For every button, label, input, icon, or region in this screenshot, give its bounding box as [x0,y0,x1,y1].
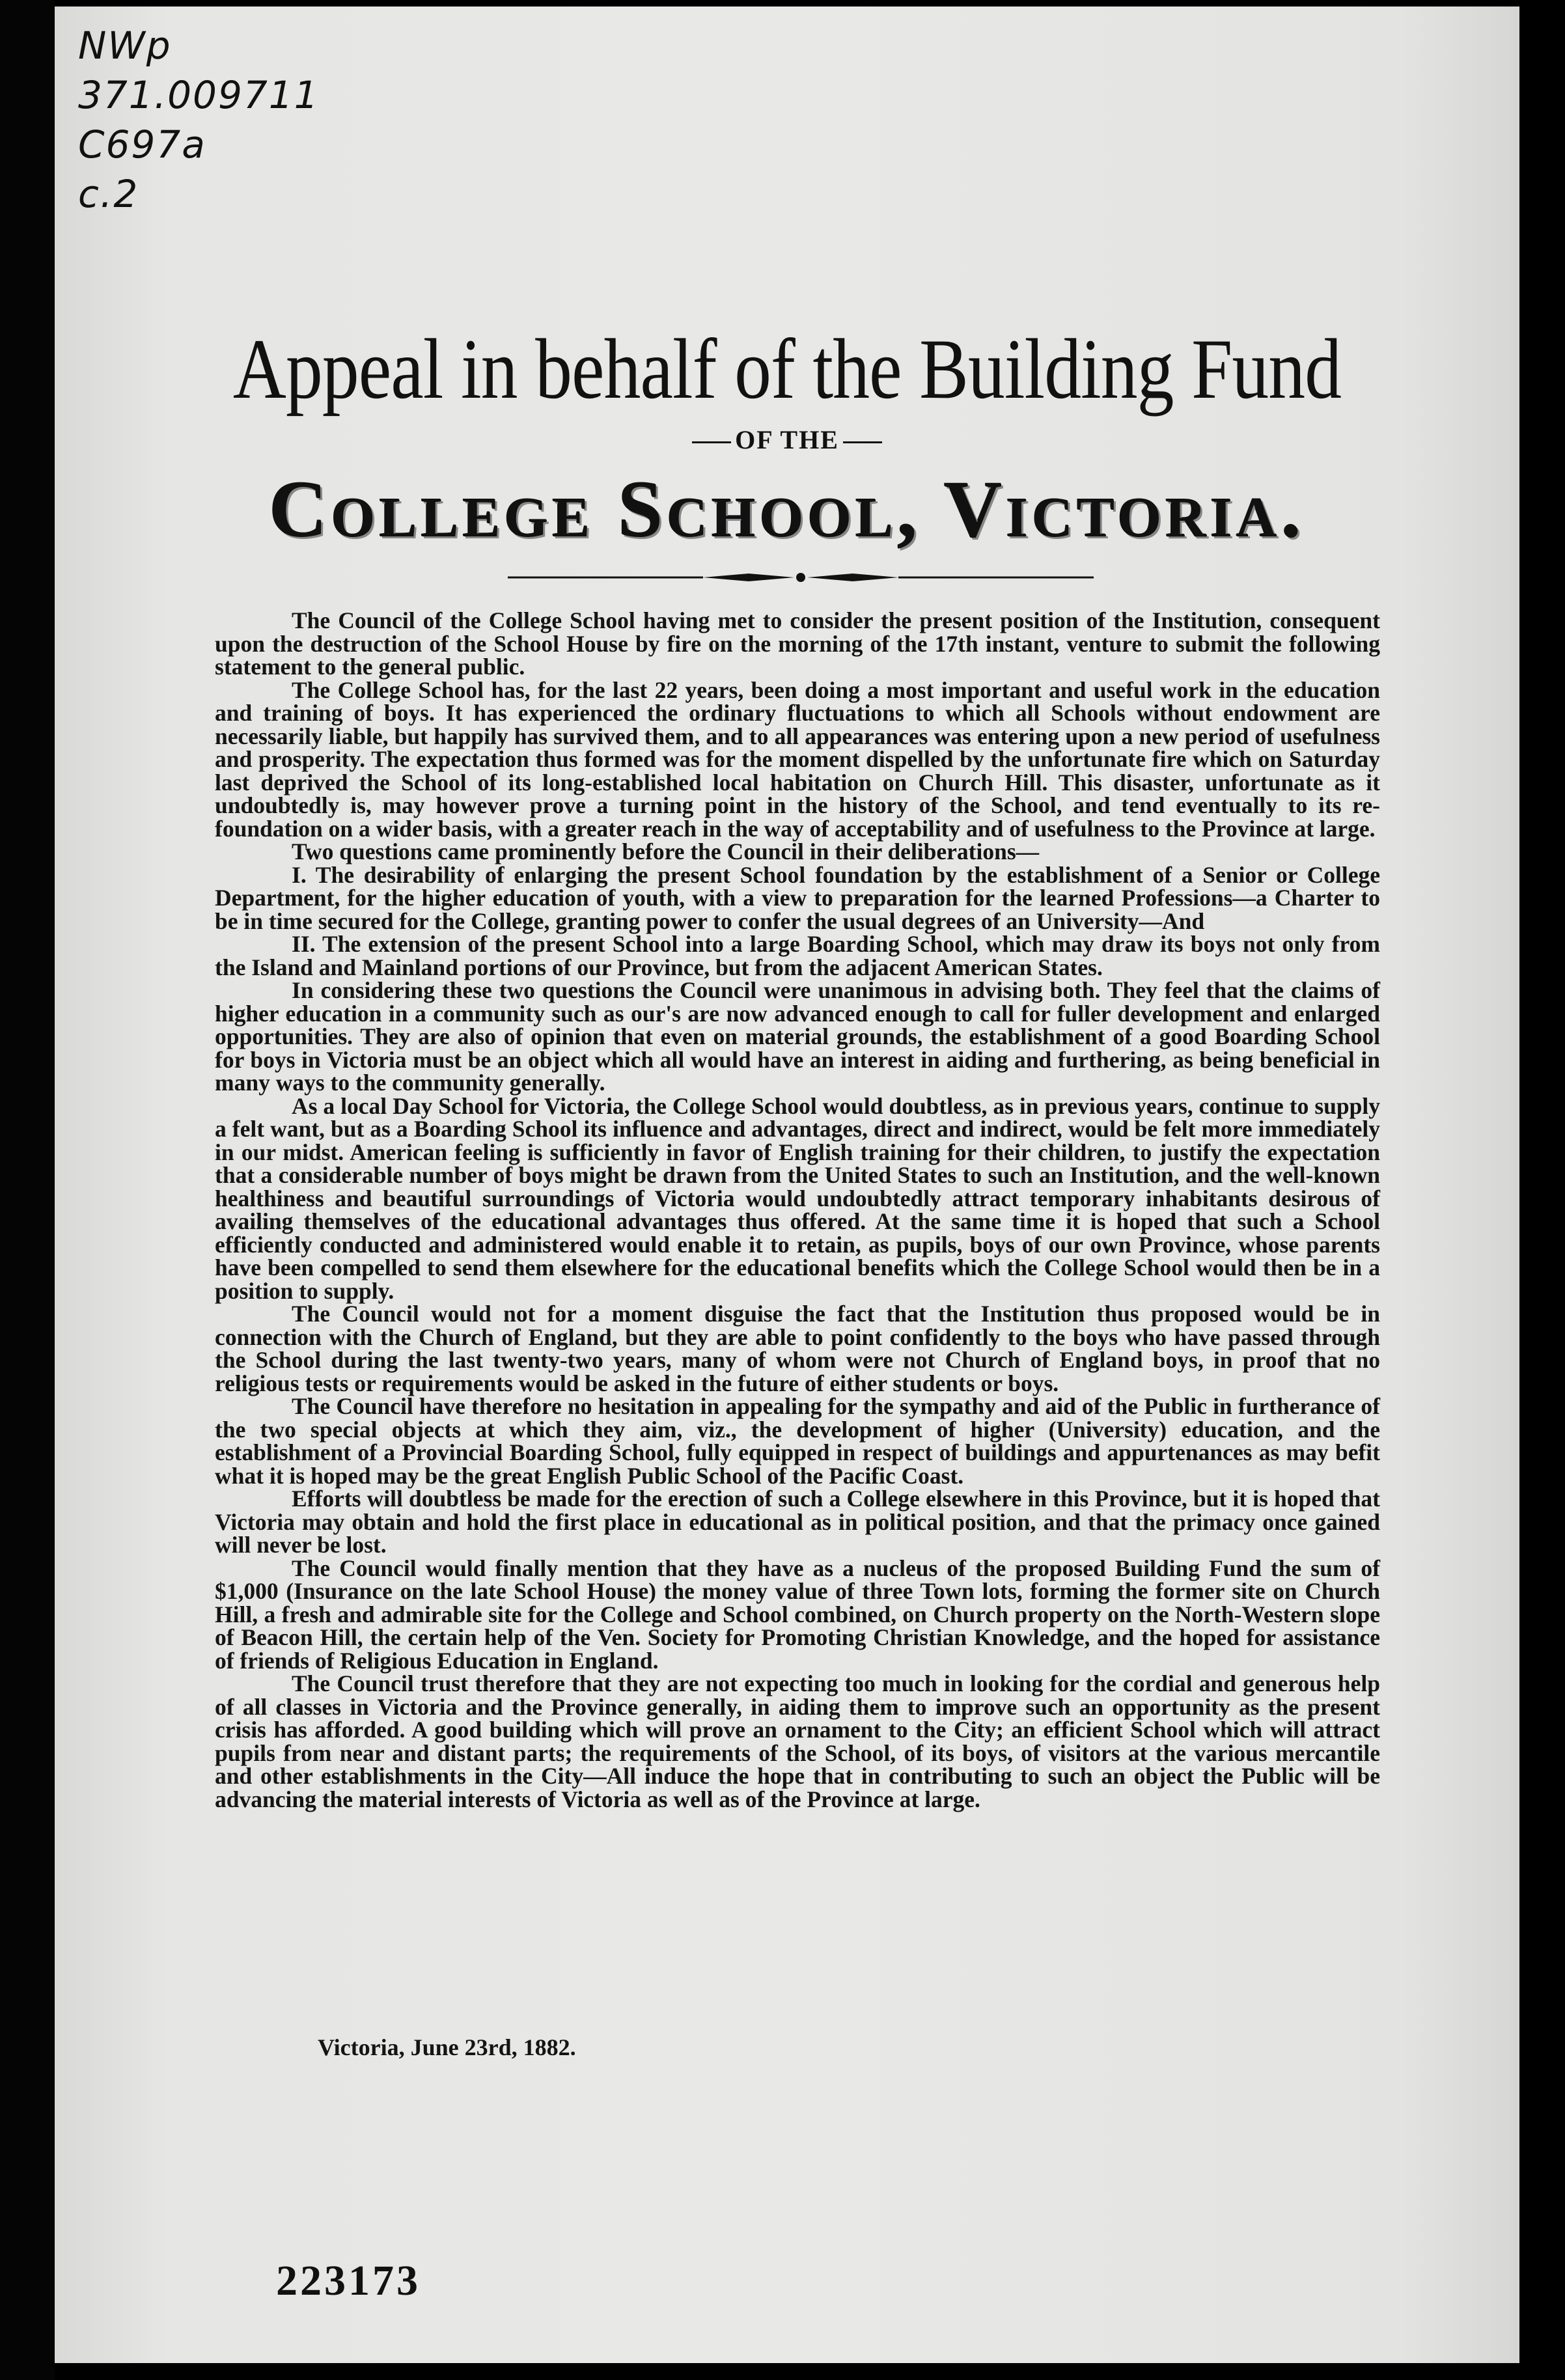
call-number-line-2: 371.009711 [78,73,320,117]
paragraph-2: The College School has, for the last 22 years, been doing a most important and useful work in the education and training of boys. It has experienced the ordinary fluctuations to which all Schools without endowment are necessarily liable, but happily has survived them, and to all appearances was entering upon a new period of usefulness and prosperity. The expectation thus formed was for the moment dispelled by the unfortunate fire which on Saturday last deprived the School of its long-established local habitation on Church Hill. This disaster, unfortunate as it undoubtedly is, may however prove a turning point in the history of the School, and tend eventually to its re-foundation on a wider basis, with a greater reach in the way of acceptability and of usefulness to the Province at large. [215,676,1380,842]
scan-left-border [0,0,55,2380]
ornament-divider [508,568,1094,587]
left-dash [692,441,731,443]
handwritten-call-number [78,21,320,219]
paragraph-9: The Council have therefore no hesitation in appealing for the sympathy and aid of the Public in furtherance of the two special objects at which they aim, viz., the development of higher (University) education, and the establishment of a Provincial Boarding School, fully equipped in respect of buildings and appurtenances as may befit what it is hoped may be the great English Public School of the Pacific Coast. [215,1393,1380,1489]
dateline: Victoria, June 23rd, 1882. [318,2034,576,2060]
of-the-line [55,424,1519,455]
paragraph-10: Efforts will doubtless be made for the erection of such a College elsewhere in this Province, but it is hoped that Victoria may obtain and hold the first place in educational as in political position, and that the primacy once gained will never be lost. [215,1486,1380,1558]
document-subtitle: College School, Victoria. [269,465,1305,554]
accession-number-stamp: 223173 [276,2257,421,2304]
paragraph-12: The Council trust therefore that they are not expecting too much in looking for the cordial and generous help of all classes in Victoria and the Province generally, in aiding them to improve such an opportunity as the present crisis has afforded. A good building which will prove an ornament to the City; an efficient School which will attract pupils from near and distant parts; the requirements of the School, of its boys, of visitors at the various mercantile and other establishments in the City—All induce the hope that in contributing to such an object the Public will be advancing the material interests of Victoria as well as of the Province at large. [215,1670,1380,1812]
paragraph-8: The Council would not for a moment disguise the fact that the Institution thus proposed would be in connection with the Church of England, but they are able to point confidently to the boys who have passed through the School during the last twenty-two years, many of whom were not Church of England boys, in proof that no religious tests or requirements would be asked in the future of either students or boys. [215,1301,1380,1396]
paragraph-5: II. The extension of the present School into a large Boarding School, which may draw its boys not only from the Island and Mainland portions of our Province, but from the adjacent American States. [215,931,1380,980]
call-number-line-3: C697a [78,122,206,167]
paragraph-7: As a local Day School for Victoria, the College School would doubtless, as in previous years, continue to supply a felt want, but as a Boarding School its influence and advantages, direct and indirect, would be felt more immediately in our midst. American feeling is sufficiently in favor of English training for their children, to justify the expectation that a considerable number of boys might be drawn from the United States to such an Institution, and the well-known healthiness and beautiful surroundings of Victoria would undoubtedly attract temporary inhabitants desirous of availing themselves of the educational advantages thus offered. At the same time it is hoped that such a School efficiently conducted and administered would enable it to retain, as pupils, boys of our own Province, whose parents have been compelled to send them elsewhere for the educational benefits which the College School would then be in a position to supply. [215,1092,1380,1304]
call-number-line-1: NWp [78,23,172,68]
right-dash [843,441,882,443]
paragraph-3: Two questions came prominently before the Council in their deliberations— [292,838,1040,865]
paragraph-11: The Council would finally mention that they have as a nucleus of the proposed Building Fund the sum of $1,000 (Insurance on the late School House) the money value of three Town lots, forming the former site on Church Hill, a fresh and admirable site for the College and School combined, on Church property on the North-Western slope of Beacon Hill, the certain help of the Ven. Society for Promoting Christian Knowledge, and the hoped for assistance of friends of Religious Education in England. [215,1555,1380,1674]
of-the-label: OF THE [735,425,839,454]
appeal-body [215,609,1380,1811]
paragraph-1: The Council of the College School having met to consider the present position of the Institution, consequent upon the destruction of the School House by fire on the morning of the 17th instant, venture to submit the following statement to the general public. [215,607,1380,680]
document-title: Appeal in behalf of the Building Fund [232,321,1342,417]
paragraph-4: I. The desirability of enlarging the present School foundation by the establishment of a Senior or College Department, for the higher education of youth, with a view to preparation for the learned Professions—a Charter to be in time secured for the College, granting power to confer the usual degrees of an University—And [215,861,1380,934]
paragraph-6: In considering these two questions the Council were unanimous in advising both. They feel that the claims of higher education in a community such as our's are now advanced enough to call for fuller development and enlarged opportunities. They are also of opinion that even on material grounds, the establishment of a good Boarding School for boys in Victoria must be an object which all would have an interest in aiding and furthering, as being beneficial in many ways to the community generally. [215,977,1380,1096]
call-number-line-4: c.2 [78,172,139,216]
